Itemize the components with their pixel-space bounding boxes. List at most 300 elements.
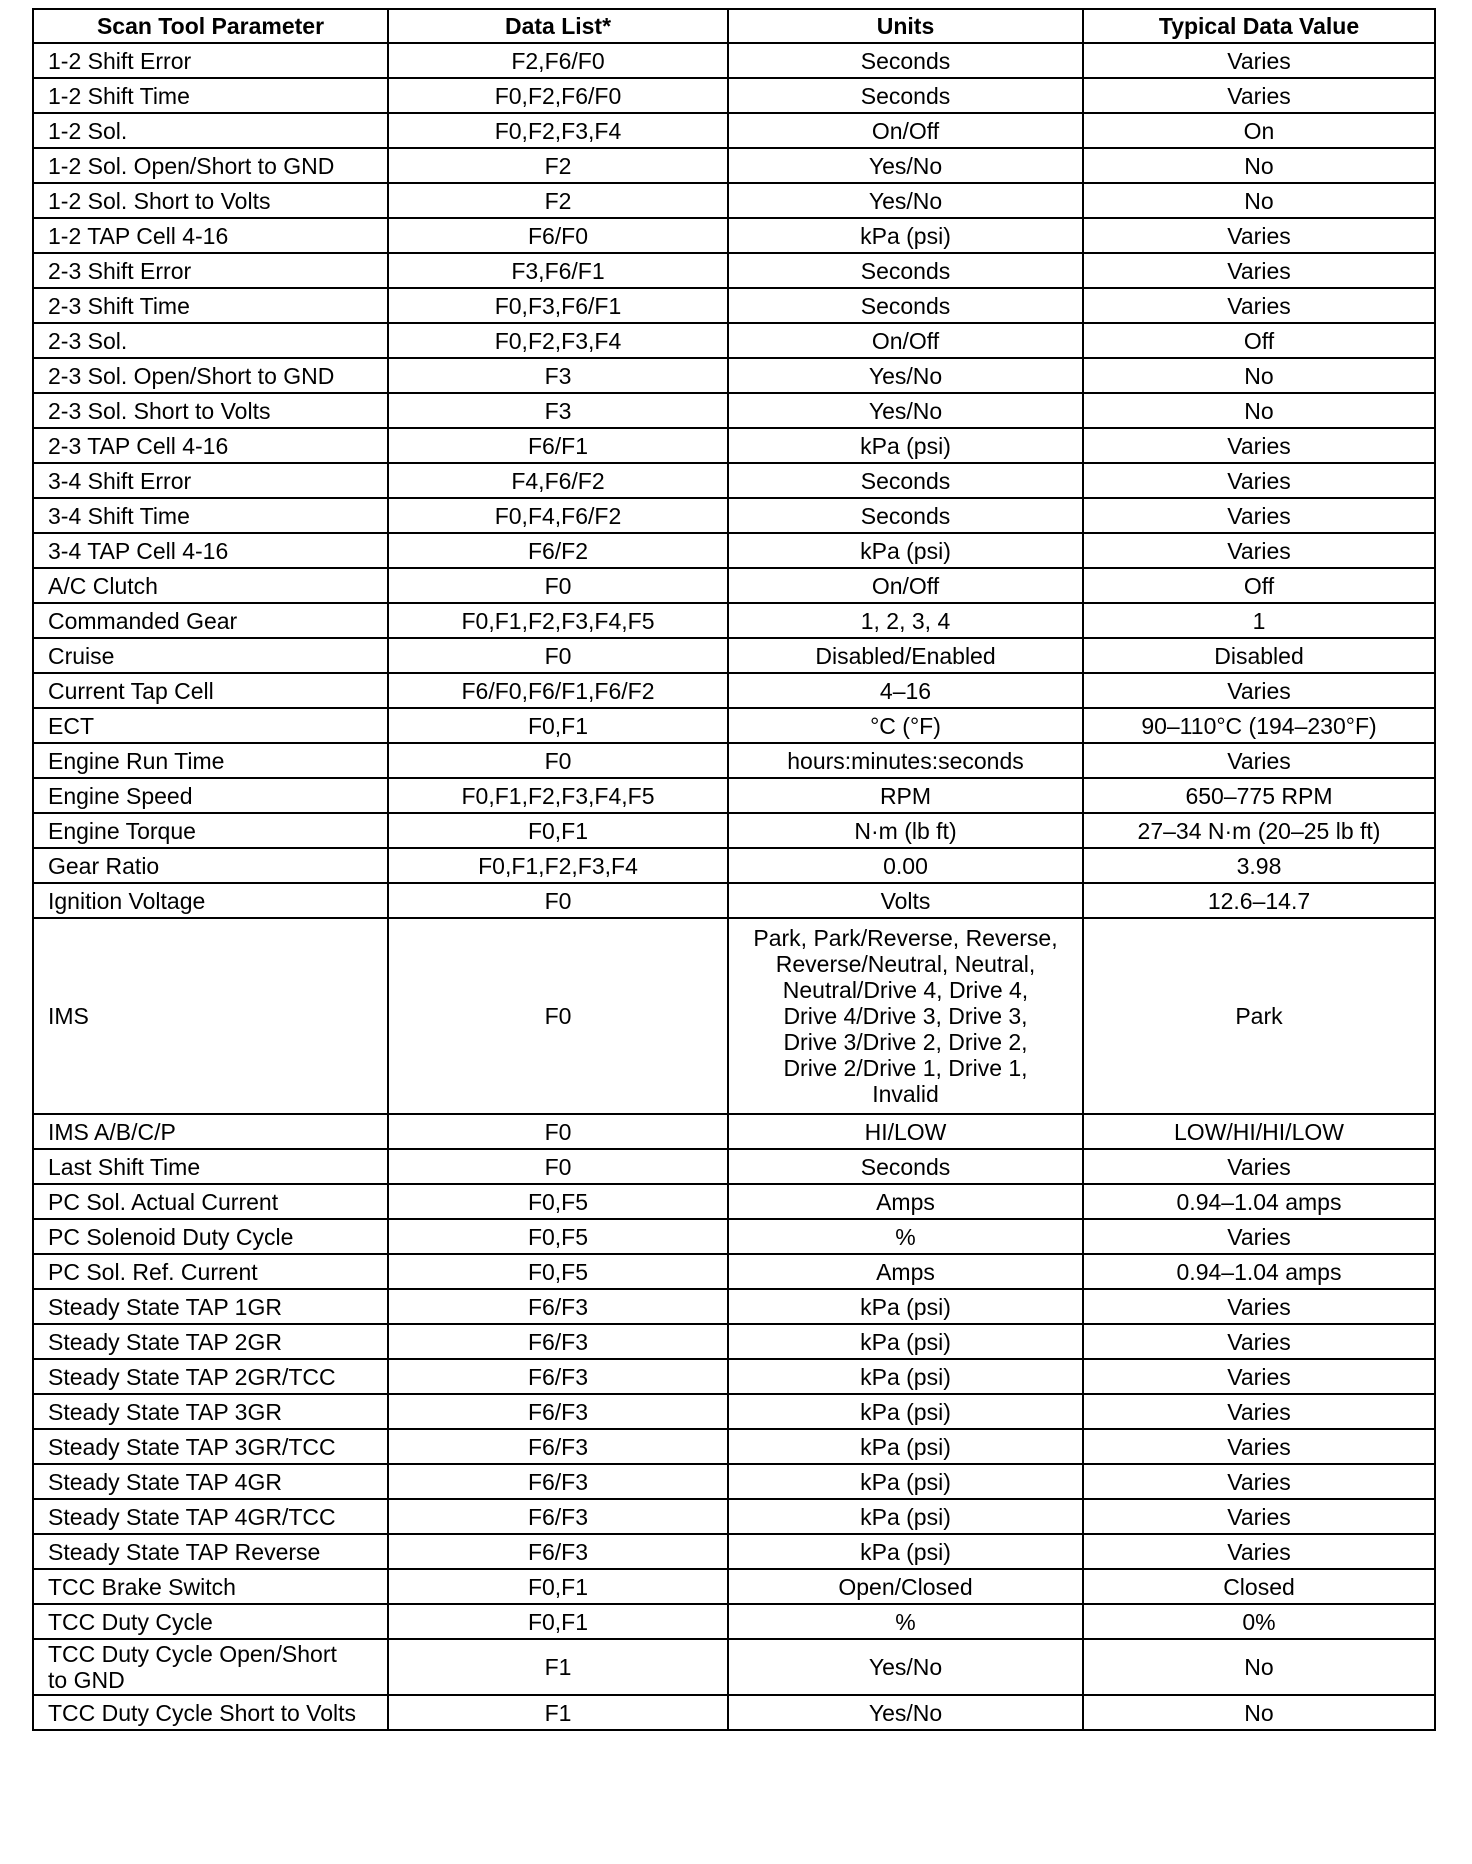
cell-typical-value bbox=[1083, 393, 1435, 428]
cell-units-text: kPa (psi) bbox=[860, 222, 951, 249]
cell-units bbox=[728, 1639, 1083, 1695]
cell-parameter-text: TCC Brake Switch bbox=[48, 1573, 236, 1600]
cell-units bbox=[728, 183, 1083, 218]
cell-typical-value-text: Varies bbox=[1227, 1223, 1291, 1250]
cell-data-list bbox=[388, 1534, 728, 1569]
cell-data-list bbox=[388, 1695, 728, 1730]
cell-data-list bbox=[388, 1394, 728, 1429]
cell-units-text: Seconds bbox=[860, 467, 951, 494]
cell-units bbox=[728, 463, 1083, 498]
cell-data-list-text: F3 bbox=[544, 397, 572, 424]
cell-typical-value bbox=[1083, 323, 1435, 358]
cell-typical-value bbox=[1083, 428, 1435, 463]
table-row bbox=[33, 533, 1435, 568]
cell-units-text: kPa (psi) bbox=[860, 1293, 951, 1320]
cell-data-list bbox=[388, 1464, 728, 1499]
table-row bbox=[33, 673, 1435, 708]
cell-typical-value-text: Varies bbox=[1227, 1293, 1291, 1320]
cell-parameter bbox=[33, 1289, 388, 1324]
cell-parameter-text: Commanded Gear bbox=[48, 607, 238, 634]
cell-typical-value-text: 1 bbox=[1252, 607, 1266, 634]
cell-units bbox=[728, 1254, 1083, 1289]
cell-units bbox=[728, 218, 1083, 253]
cell-units bbox=[728, 813, 1083, 848]
cell-units-text: kPa (psi) bbox=[860, 1363, 951, 1390]
cell-units-text: % bbox=[895, 1608, 916, 1635]
cell-parameter-text: 1-2 Shift Error bbox=[48, 47, 192, 74]
cell-units bbox=[728, 78, 1083, 113]
cell-parameter bbox=[33, 918, 388, 1114]
cell-units bbox=[728, 848, 1083, 883]
cell-units-text: kPa (psi) bbox=[860, 537, 951, 564]
cell-data-list-text: F0,F1,F2,F3,F4,F5 bbox=[461, 607, 655, 634]
cell-parameter bbox=[33, 358, 388, 393]
cell-units bbox=[728, 1394, 1083, 1429]
table-row bbox=[33, 1289, 1435, 1324]
cell-typical-value-text: Off bbox=[1243, 327, 1275, 354]
cell-typical-value bbox=[1083, 743, 1435, 778]
table-row bbox=[33, 253, 1435, 288]
cell-units-text: Park, Park/Reverse, Reverse, Reverse/Neutral, Neutral, Neutral/Drive 4, Drive 4, Drive 4/Drive 3, Drive 3, Drive 3/Drive 2, Drive 2, Drive 2/Drive 1, Drive 1, Invalid bbox=[753, 925, 1058, 1107]
cell-typical-value-text: Varies bbox=[1227, 1398, 1291, 1425]
cell-typical-value-text: No bbox=[1244, 1699, 1274, 1726]
cell-parameter bbox=[33, 743, 388, 778]
table-row bbox=[33, 638, 1435, 673]
table-row bbox=[33, 708, 1435, 743]
cell-units-text: kPa (psi) bbox=[860, 1538, 951, 1565]
table-row bbox=[33, 1534, 1435, 1569]
cell-data-list bbox=[388, 883, 728, 918]
cell-parameter bbox=[33, 43, 388, 78]
cell-data-list bbox=[388, 1429, 728, 1464]
cell-data-list bbox=[388, 463, 728, 498]
cell-data-list-text: F6/F3 bbox=[527, 1398, 589, 1425]
cell-data-list bbox=[388, 498, 728, 533]
cell-typical-value-text: Disabled bbox=[1214, 642, 1304, 669]
table-row bbox=[33, 1464, 1435, 1499]
cell-parameter-text: TCC Duty Cycle Short to Volts bbox=[48, 1699, 357, 1726]
cell-units bbox=[728, 253, 1083, 288]
cell-parameter-text: 1-2 Sol. bbox=[48, 117, 128, 144]
cell-typical-value bbox=[1083, 638, 1435, 673]
cell-parameter-text: Steady State TAP 3GR/TCC bbox=[48, 1433, 336, 1460]
cell-units-text: On/Off bbox=[871, 327, 940, 354]
cell-data-list bbox=[388, 813, 728, 848]
cell-data-list bbox=[388, 1359, 728, 1394]
cell-data-list bbox=[388, 43, 728, 78]
cell-parameter-text: TCC Duty Cycle bbox=[48, 1608, 213, 1635]
cell-typical-value bbox=[1083, 1324, 1435, 1359]
cell-data-list-text: F0 bbox=[544, 747, 572, 774]
cell-typical-value bbox=[1083, 1569, 1435, 1604]
cell-typical-value-text: 0.94–1.04 amps bbox=[1176, 1188, 1342, 1215]
cell-data-list-text: F0,F5 bbox=[527, 1188, 589, 1215]
cell-units-text: Seconds bbox=[860, 257, 951, 284]
cell-parameter-text: 1-2 Sol. Open/Short to GND bbox=[48, 152, 335, 179]
table-row bbox=[33, 1639, 1435, 1695]
cell-units bbox=[728, 1149, 1083, 1184]
cell-units bbox=[728, 1184, 1083, 1219]
cell-parameter bbox=[33, 78, 388, 113]
cell-units bbox=[728, 1604, 1083, 1639]
cell-data-list bbox=[388, 1604, 728, 1639]
cell-parameter bbox=[33, 1639, 388, 1695]
cell-data-list bbox=[388, 1499, 728, 1534]
cell-typical-value-text: Varies bbox=[1227, 1503, 1291, 1530]
cell-units-text: Yes/No bbox=[868, 362, 943, 389]
cell-parameter-text: Steady State TAP 4GR bbox=[48, 1468, 282, 1495]
cell-typical-value-text: Varies bbox=[1227, 1363, 1291, 1390]
table-row bbox=[33, 43, 1435, 78]
table-row bbox=[33, 183, 1435, 218]
cell-data-list-text: F0 bbox=[544, 1003, 572, 1029]
cell-parameter-text: 2-3 Sol. bbox=[48, 327, 128, 354]
table-row bbox=[33, 848, 1435, 883]
cell-typical-value-text: No bbox=[1244, 397, 1274, 424]
table-row bbox=[33, 498, 1435, 533]
cell-units bbox=[728, 148, 1083, 183]
cell-units bbox=[728, 1289, 1083, 1324]
table-row bbox=[33, 1324, 1435, 1359]
cell-units-text: kPa (psi) bbox=[860, 1398, 951, 1425]
cell-typical-value-text: Varies bbox=[1227, 747, 1291, 774]
cell-data-list bbox=[388, 183, 728, 218]
cell-data-list-text: F0,F2,F6/F0 bbox=[494, 82, 622, 109]
cell-units-text: 0.00 bbox=[883, 852, 928, 879]
cell-units-text: Seconds bbox=[860, 82, 951, 109]
cell-typical-value-text: LOW/HI/HI/LOW bbox=[1174, 1118, 1344, 1145]
cell-units bbox=[728, 358, 1083, 393]
table-body bbox=[33, 43, 1435, 1730]
cell-parameter-text: Last Shift Time bbox=[48, 1153, 201, 1180]
cell-units-text: On/Off bbox=[871, 117, 940, 144]
cell-typical-value bbox=[1083, 1604, 1435, 1639]
cell-data-list bbox=[388, 323, 728, 358]
cell-data-list-text: F0,F4,F6/F2 bbox=[494, 502, 622, 529]
cell-parameter bbox=[33, 288, 388, 323]
table-row bbox=[33, 1604, 1435, 1639]
cell-units bbox=[728, 918, 1083, 1114]
cell-data-list bbox=[388, 743, 728, 778]
cell-typical-value-text: No bbox=[1244, 152, 1274, 179]
cell-parameter-text: 1-2 Shift Time bbox=[48, 82, 190, 109]
cell-units-text: Yes/No bbox=[868, 397, 943, 424]
cell-parameter-text: 1-2 TAP Cell 4-16 bbox=[48, 222, 229, 249]
cell-typical-value-text: Park bbox=[1235, 1003, 1283, 1029]
cell-data-list-text: F0,F5 bbox=[527, 1223, 589, 1250]
cell-parameter-text: Engine Speed bbox=[48, 782, 193, 809]
cell-parameter-text: PC Sol. Actual Current bbox=[48, 1188, 279, 1215]
cell-typical-value-text: Varies bbox=[1227, 502, 1291, 529]
cell-data-list-text: F1 bbox=[544, 1654, 572, 1680]
cell-units bbox=[728, 498, 1083, 533]
cell-parameter bbox=[33, 1464, 388, 1499]
cell-parameter bbox=[33, 638, 388, 673]
cell-typical-value bbox=[1083, 1695, 1435, 1730]
cell-units-text: 1, 2, 3, 4 bbox=[860, 607, 951, 634]
cell-data-list bbox=[388, 1184, 728, 1219]
cell-data-list-text: F4,F6/F2 bbox=[511, 467, 605, 494]
cell-data-list bbox=[388, 1639, 728, 1695]
cell-data-list bbox=[388, 1289, 728, 1324]
cell-typical-value bbox=[1083, 1114, 1435, 1149]
cell-typical-value-text: 12.6–14.7 bbox=[1207, 887, 1311, 914]
cell-typical-value bbox=[1083, 183, 1435, 218]
cell-parameter-text: 2-3 Sol. Short to Volts bbox=[48, 397, 271, 424]
table-row bbox=[33, 778, 1435, 813]
cell-typical-value bbox=[1083, 533, 1435, 568]
cell-units bbox=[728, 533, 1083, 568]
cell-parameter-text: 1-2 Sol. Short to Volts bbox=[48, 187, 271, 214]
cell-parameter bbox=[33, 708, 388, 743]
cell-data-list-text: F6/F3 bbox=[527, 1293, 589, 1320]
cell-typical-value-text: 0% bbox=[1242, 1608, 1276, 1635]
cell-parameter bbox=[33, 1359, 388, 1394]
cell-units bbox=[728, 288, 1083, 323]
cell-data-list-text: F0 bbox=[544, 642, 572, 669]
cell-data-list bbox=[388, 918, 728, 1114]
cell-parameter-text: TCC Duty Cycle Open/Short to GND bbox=[48, 1641, 337, 1693]
cell-data-list-text: F6/F3 bbox=[527, 1538, 589, 1565]
cell-data-list bbox=[388, 778, 728, 813]
cell-typical-value-text: No bbox=[1244, 187, 1274, 214]
table-row bbox=[33, 1359, 1435, 1394]
cell-parameter bbox=[33, 568, 388, 603]
cell-parameter bbox=[33, 1394, 388, 1429]
cell-typical-value bbox=[1083, 253, 1435, 288]
cell-parameter-text: Steady State TAP 2GR bbox=[48, 1328, 282, 1355]
table-row bbox=[33, 113, 1435, 148]
cell-typical-value-text: Varies bbox=[1227, 82, 1291, 109]
cell-data-list bbox=[388, 1114, 728, 1149]
scan-tool-data-table-wrapper bbox=[32, 8, 1434, 1731]
cell-units bbox=[728, 1114, 1083, 1149]
cell-units-text: Seconds bbox=[860, 502, 951, 529]
cell-data-list bbox=[388, 253, 728, 288]
cell-data-list bbox=[388, 113, 728, 148]
cell-units-text: Amps bbox=[876, 1258, 935, 1285]
cell-units-text: Yes/No bbox=[868, 1654, 943, 1680]
cell-typical-value-text: 3.98 bbox=[1236, 852, 1282, 879]
cell-typical-value bbox=[1083, 1219, 1435, 1254]
cell-units-text: 4–16 bbox=[879, 677, 932, 704]
cell-typical-value bbox=[1083, 43, 1435, 78]
cell-parameter bbox=[33, 673, 388, 708]
table-row bbox=[33, 218, 1435, 253]
cell-parameter bbox=[33, 1604, 388, 1639]
cell-data-list bbox=[388, 1149, 728, 1184]
cell-units bbox=[728, 883, 1083, 918]
cell-typical-value bbox=[1083, 708, 1435, 743]
cell-parameter-text: Current Tap Cell bbox=[48, 677, 214, 704]
cell-data-list-text: F2 bbox=[544, 152, 572, 179]
cell-units bbox=[728, 743, 1083, 778]
cell-data-list bbox=[388, 78, 728, 113]
table-row bbox=[33, 1429, 1435, 1464]
cell-units-text: On/Off bbox=[871, 572, 940, 599]
table-row bbox=[33, 918, 1435, 1114]
cell-typical-value bbox=[1083, 778, 1435, 813]
cell-typical-value-text: Varies bbox=[1227, 1538, 1291, 1565]
cell-parameter-text: Steady State TAP 4GR/TCC bbox=[48, 1503, 336, 1530]
cell-typical-value-text: 650–775 RPM bbox=[1185, 782, 1333, 809]
cell-data-list-text: F6/F0,F6/F1,F6/F2 bbox=[461, 677, 655, 704]
cell-data-list bbox=[388, 1219, 728, 1254]
cell-parameter bbox=[33, 218, 388, 253]
cell-typical-value-text: Off bbox=[1243, 572, 1275, 599]
cell-data-list-text: F6/F2 bbox=[527, 537, 589, 564]
cell-units-text: Seconds bbox=[860, 47, 951, 74]
cell-data-list-text: F0 bbox=[544, 572, 572, 599]
table-row bbox=[33, 323, 1435, 358]
cell-data-list-text: F0 bbox=[544, 887, 572, 914]
cell-parameter bbox=[33, 603, 388, 638]
cell-units-text: kPa (psi) bbox=[860, 1468, 951, 1495]
cell-units-text: kPa (psi) bbox=[860, 1503, 951, 1530]
cell-typical-value-text: Closed bbox=[1223, 1573, 1295, 1600]
cell-data-list-text: F0,F1 bbox=[527, 712, 589, 739]
cell-units-text: RPM bbox=[879, 782, 932, 809]
cell-data-list-text: F3,F6/F1 bbox=[511, 257, 605, 284]
cell-data-list bbox=[388, 148, 728, 183]
cell-units bbox=[728, 1219, 1083, 1254]
cell-typical-value bbox=[1083, 848, 1435, 883]
cell-parameter bbox=[33, 813, 388, 848]
table-row bbox=[33, 358, 1435, 393]
cell-parameter-text: PC Solenoid Duty Cycle bbox=[48, 1223, 294, 1250]
cell-typical-value bbox=[1083, 1429, 1435, 1464]
cell-typical-value bbox=[1083, 1254, 1435, 1289]
cell-parameter bbox=[33, 498, 388, 533]
cell-data-list-text: F0,F1,F2,F3,F4,F5 bbox=[461, 782, 655, 809]
cell-typical-value bbox=[1083, 1499, 1435, 1534]
cell-units bbox=[728, 1324, 1083, 1359]
cell-typical-value bbox=[1083, 113, 1435, 148]
cell-data-list-text: F0 bbox=[544, 1153, 572, 1180]
cell-data-list bbox=[388, 288, 728, 323]
cell-data-list bbox=[388, 568, 728, 603]
header-data-list: Data List* bbox=[388, 9, 728, 43]
cell-typical-value-text: Varies bbox=[1227, 222, 1291, 249]
cell-parameter-text: Ignition Voltage bbox=[48, 887, 206, 914]
cell-data-list bbox=[388, 393, 728, 428]
cell-units-text: Open/Closed bbox=[838, 1573, 973, 1600]
cell-parameter bbox=[33, 1534, 388, 1569]
cell-typical-value bbox=[1083, 1149, 1435, 1184]
cell-typical-value-text: On bbox=[1243, 117, 1275, 144]
cell-parameter-text: Cruise bbox=[48, 642, 115, 669]
cell-data-list-text: F0,F2,F3,F4 bbox=[494, 327, 622, 354]
cell-units-text: Amps bbox=[876, 1188, 935, 1215]
table-row bbox=[33, 1695, 1435, 1730]
cell-typical-value bbox=[1083, 78, 1435, 113]
cell-parameter-text: PC Sol. Ref. Current bbox=[48, 1258, 258, 1285]
cell-data-list bbox=[388, 1254, 728, 1289]
cell-units bbox=[728, 113, 1083, 148]
cell-data-list bbox=[388, 848, 728, 883]
cell-typical-value-text: Varies bbox=[1227, 677, 1291, 704]
cell-typical-value-text: 0.94–1.04 amps bbox=[1176, 1258, 1342, 1285]
cell-parameter-text: Engine Run Time bbox=[48, 747, 225, 774]
cell-parameter bbox=[33, 533, 388, 568]
cell-units bbox=[728, 428, 1083, 463]
cell-units bbox=[728, 778, 1083, 813]
table-row bbox=[33, 603, 1435, 638]
cell-parameter bbox=[33, 1499, 388, 1534]
cell-typical-value bbox=[1083, 673, 1435, 708]
cell-units bbox=[728, 708, 1083, 743]
header-scan-tool-parameter: Scan Tool Parameter bbox=[33, 9, 388, 43]
cell-data-list-text: F6/F1 bbox=[527, 432, 589, 459]
cell-parameter-text: IMS bbox=[48, 1003, 89, 1029]
cell-units-text: kPa (psi) bbox=[860, 1433, 951, 1460]
cell-parameter bbox=[33, 428, 388, 463]
cell-parameter bbox=[33, 1324, 388, 1359]
cell-parameter bbox=[33, 323, 388, 358]
cell-parameter-text: A/C Clutch bbox=[48, 572, 158, 599]
cell-typical-value-text: Varies bbox=[1227, 1468, 1291, 1495]
cell-units-text: HI/LOW bbox=[864, 1118, 947, 1145]
cell-units bbox=[728, 323, 1083, 358]
cell-units-text: kPa (psi) bbox=[860, 1328, 951, 1355]
cell-typical-value bbox=[1083, 918, 1435, 1114]
table-row bbox=[33, 78, 1435, 113]
cell-parameter bbox=[33, 1695, 388, 1730]
cell-units bbox=[728, 1534, 1083, 1569]
cell-typical-value-text: Varies bbox=[1227, 1433, 1291, 1460]
scan-tool-data-table bbox=[32, 8, 1436, 1731]
cell-data-list-text: F3 bbox=[544, 362, 572, 389]
cell-data-list bbox=[388, 1569, 728, 1604]
cell-units-text: % bbox=[895, 1223, 916, 1250]
cell-data-list-text: F0,F1,F2,F3,F4 bbox=[478, 852, 638, 879]
cell-units bbox=[728, 603, 1083, 638]
cell-units-text: Volts bbox=[880, 887, 931, 914]
cell-data-list-text: F6/F3 bbox=[527, 1433, 589, 1460]
cell-data-list-text: F6/F3 bbox=[527, 1503, 589, 1530]
table-row bbox=[33, 1219, 1435, 1254]
cell-parameter bbox=[33, 1569, 388, 1604]
cell-typical-value bbox=[1083, 603, 1435, 638]
header-units: Units bbox=[728, 9, 1083, 43]
cell-parameter bbox=[33, 1184, 388, 1219]
cell-data-list bbox=[388, 428, 728, 463]
table-row bbox=[33, 1149, 1435, 1184]
cell-typical-value-text: Varies bbox=[1227, 1153, 1291, 1180]
table-row bbox=[33, 813, 1435, 848]
cell-units-text: Yes/No bbox=[868, 152, 943, 179]
cell-typical-value bbox=[1083, 1289, 1435, 1324]
cell-typical-value bbox=[1083, 1464, 1435, 1499]
cell-units bbox=[728, 1569, 1083, 1604]
cell-parameter bbox=[33, 253, 388, 288]
cell-parameter bbox=[33, 1149, 388, 1184]
table-row bbox=[33, 1394, 1435, 1429]
table-row bbox=[33, 1184, 1435, 1219]
cell-parameter-text: 3-4 TAP Cell 4-16 bbox=[48, 537, 229, 564]
cell-typical-value bbox=[1083, 1394, 1435, 1429]
cell-typical-value-text: Varies bbox=[1227, 257, 1291, 284]
cell-units-text: N·m (lb ft) bbox=[854, 817, 957, 844]
cell-parameter-text: IMS A/B/C/P bbox=[48, 1118, 176, 1145]
cell-units bbox=[728, 673, 1083, 708]
cell-parameter bbox=[33, 148, 388, 183]
cell-parameter-text: 2-3 Shift Error bbox=[48, 257, 192, 284]
cell-typical-value bbox=[1083, 358, 1435, 393]
cell-parameter-text: 3-4 Shift Error bbox=[48, 467, 192, 494]
cell-data-list-text: F6/F3 bbox=[527, 1363, 589, 1390]
cell-typical-value-text: Varies bbox=[1227, 292, 1291, 319]
